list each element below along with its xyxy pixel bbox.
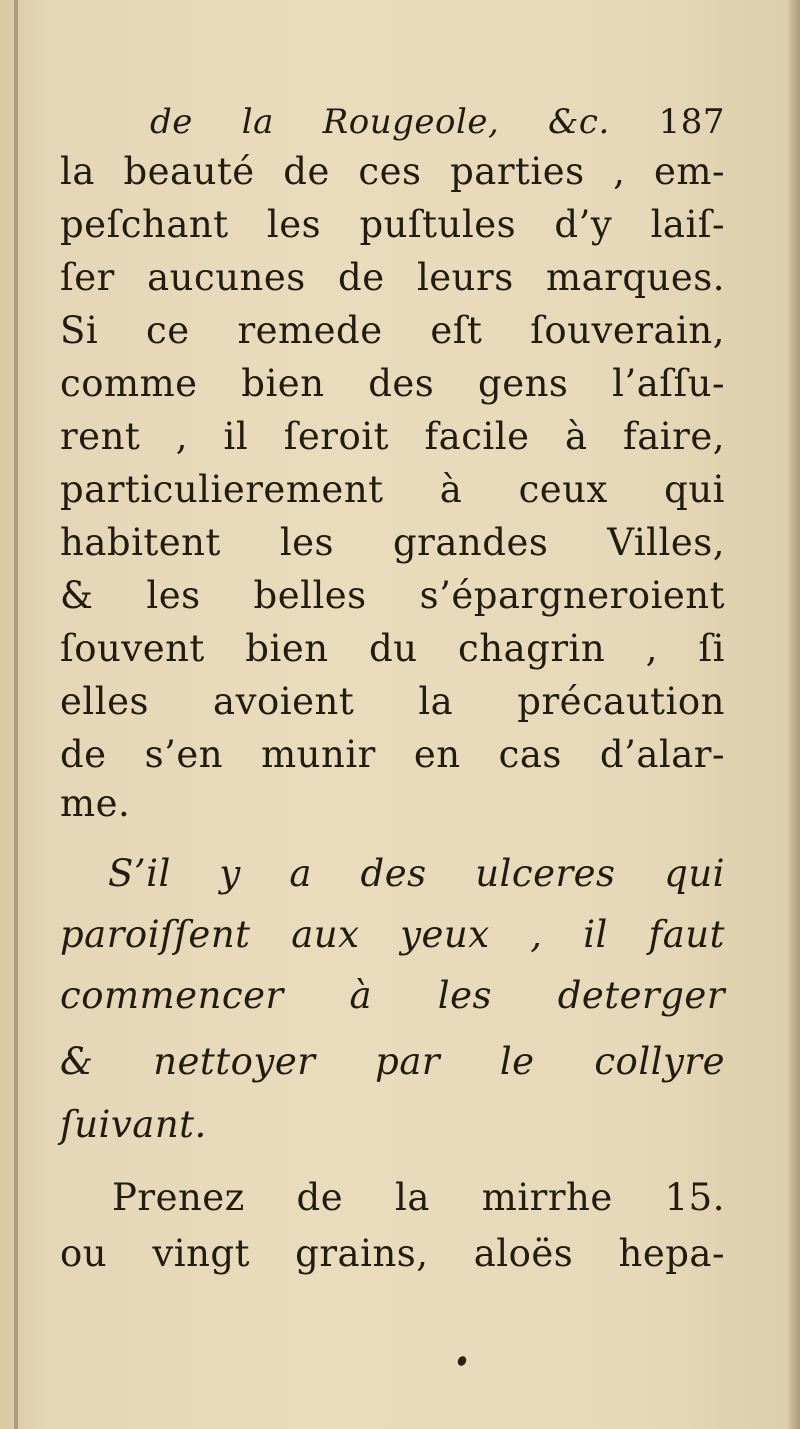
page-number: 187 [658,102,725,142]
ink-spot [456,1355,468,1368]
text-line: commencer à les deterger [60,974,725,1017]
text-line: de s’en munir en cas d’alar- [60,733,725,776]
text-line: & les belles s’épargneroient [60,574,725,617]
text-line: Si ce remede eſt ſouverain, [60,309,725,352]
text-line: particulierement à ceux qui [60,468,725,511]
text-line: rent , il ſeroit facile à faire, [60,415,725,458]
text-line: habitent les grandes Villes, [60,521,725,564]
text-line: ou vingt grains, aloës hepa- [60,1232,725,1275]
running-header [150,94,725,150]
text-line: me. [60,782,131,825]
text-line: & nettoyer par le collyre [60,1040,725,1083]
text-line: ſer aucunes de leurs marques. [60,256,725,299]
text-line: Prenez de la mirrhe 15. [112,1176,725,1219]
text-line: ſouvent bien du chagrin , ſi [60,627,725,670]
text-line: paroiſſent aux yeux , il faut [60,913,725,956]
text-line: peſchant les puſtules d’y laiſ- [60,203,725,246]
text-line: comme bien des gens l’aſſu- [60,362,725,405]
text-line: la beauté de ces parties , em- [60,150,725,193]
running-title: de la Rougeole, &c. [150,102,610,142]
text-line: S’il y a des ulceres qui [108,852,725,895]
text-line: elles avoient la précaution [60,680,725,723]
text-line: ſuivant. [60,1103,207,1146]
